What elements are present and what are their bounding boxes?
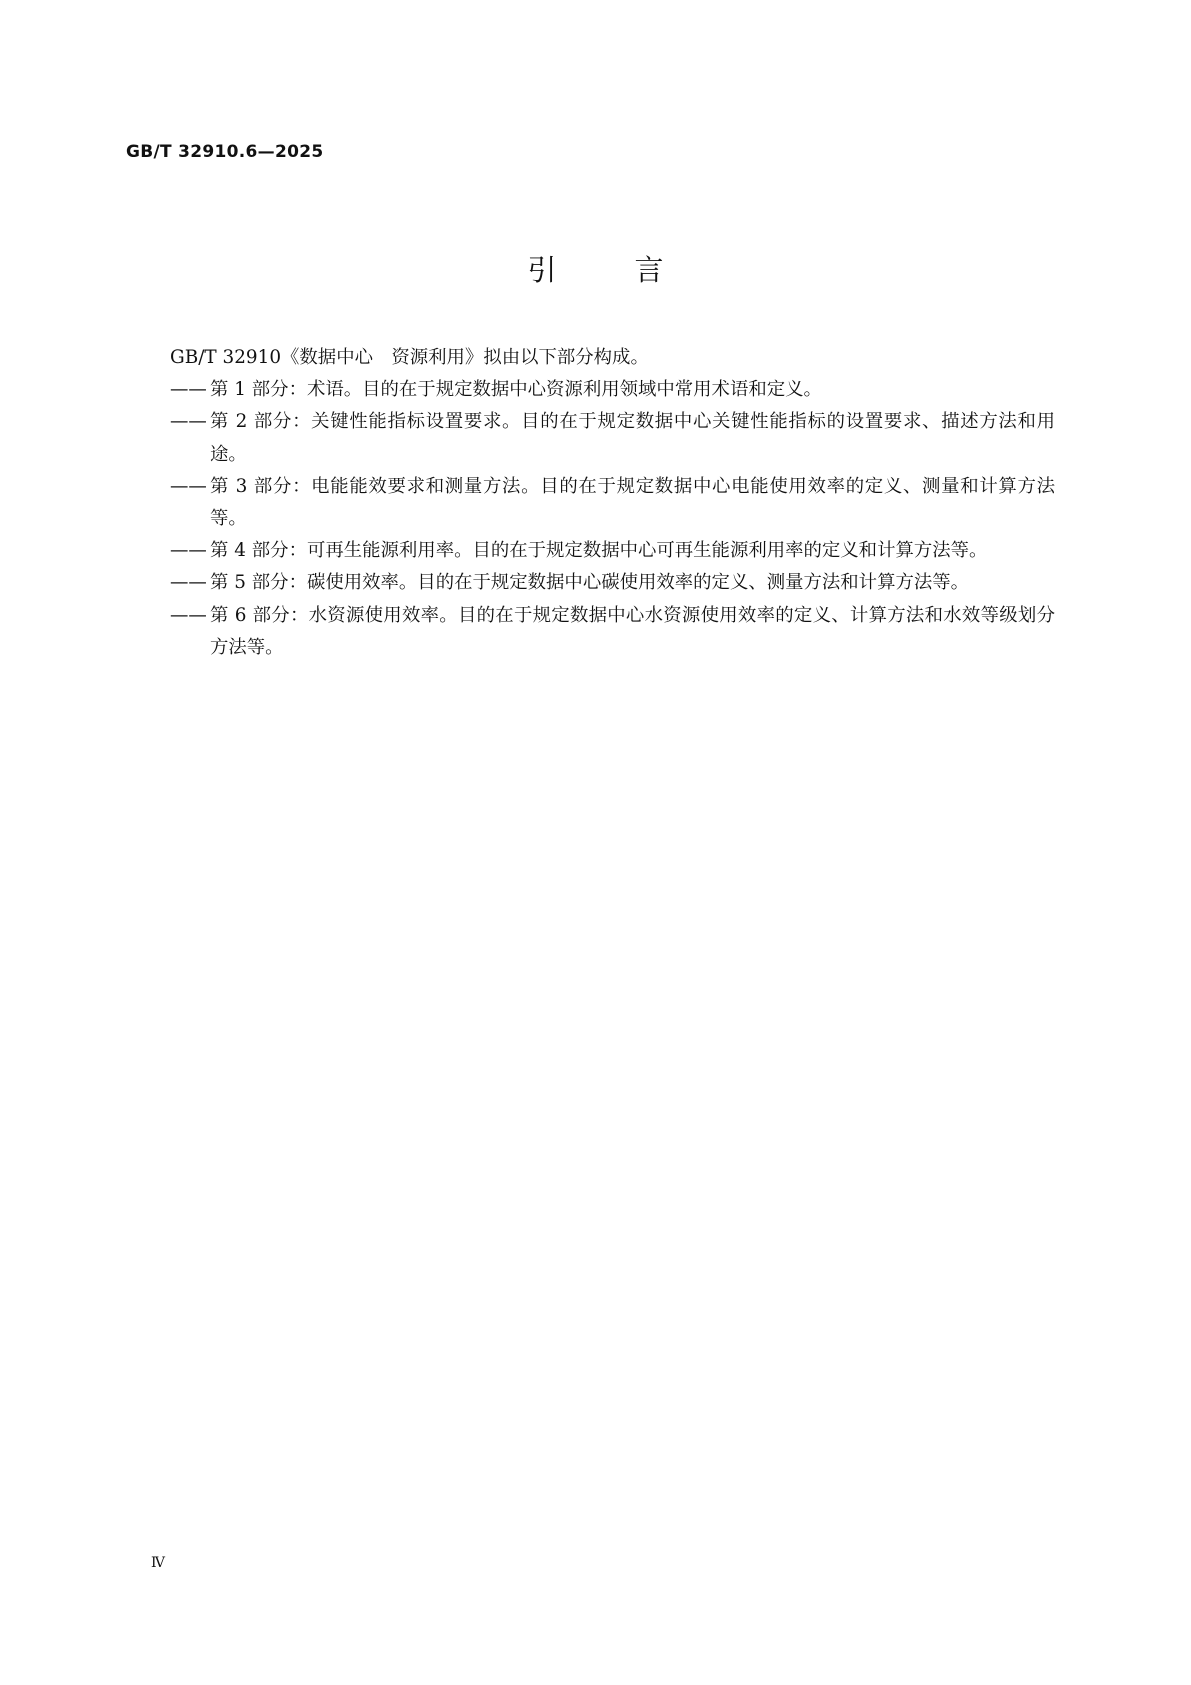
list-item-part-6 bbox=[170, 600, 1055, 664]
page-number: Ⅳ bbox=[151, 1555, 165, 1571]
introduction-body bbox=[170, 342, 1055, 664]
list-item-text: 第 2 部分：关键性能指标设置要求。目的在于规定数据中心关键性能指标的设置要求、描述方法和用途。 bbox=[210, 411, 1055, 465]
list-item-part-5 bbox=[170, 567, 1055, 599]
list-item-text: 第 4 部分：可再生能源利用率。目的在于规定数据中心可再生能源利用率的定义和计算方法等。 bbox=[210, 540, 988, 562]
standard-number: GB/T 32910.6—2025 bbox=[126, 142, 324, 162]
list-item-text: 第 5 部分：碳使用效率。目的在于规定数据中心碳使用效率的定义、测量方法和计算方法等。 bbox=[210, 572, 970, 594]
dash-marker: —— bbox=[170, 572, 207, 594]
list-item-text: 第 6 部分：水资源使用效率。目的在于规定数据中心水资源使用效率的定义、计算方法和水效等级划分方法等。 bbox=[210, 604, 1055, 658]
section-title-char: 引 bbox=[527, 253, 557, 287]
list-item-text: 第 1 部分：术语。目的在于规定数据中心资源利用领域中常用术语和定义。 bbox=[210, 379, 822, 401]
list-item-part-3 bbox=[170, 471, 1055, 535]
list-item-part-4 bbox=[170, 535, 1055, 567]
dash-marker: —— bbox=[170, 379, 207, 401]
intro-paragraph: GB/T 32910《数据中心 资源利用》拟由以下部分构成。 bbox=[170, 347, 649, 368]
dash-marker: —— bbox=[170, 411, 207, 433]
list-item-part-1 bbox=[170, 374, 1055, 406]
dash-marker: —— bbox=[170, 540, 207, 562]
section-title-char: 言 bbox=[634, 253, 664, 287]
dash-marker: —— bbox=[170, 604, 207, 626]
dash-marker: —— bbox=[170, 475, 207, 497]
list-item-part-2 bbox=[170, 406, 1055, 470]
list-item-text: 第 3 部分：电能能效要求和测量方法。目的在于规定数据中心电能使用效率的定义、测量和计算方法等。 bbox=[210, 475, 1055, 530]
section-title bbox=[0, 248, 1191, 289]
